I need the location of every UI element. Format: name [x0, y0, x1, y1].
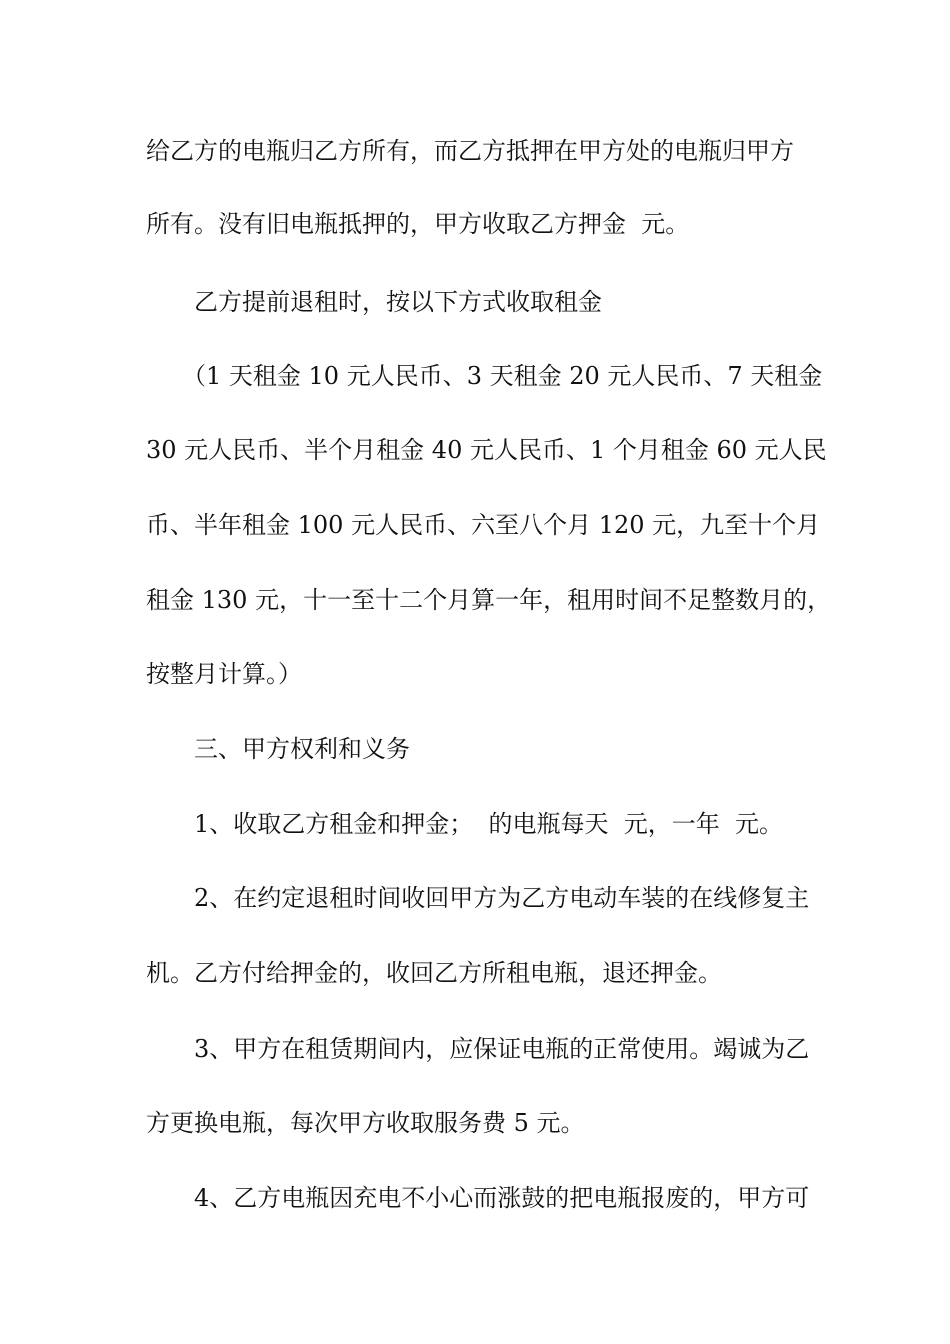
text-line-3: 乙方提前退租时，按以下方式收取租金: [194, 288, 602, 316]
text-line-7: 租金 130 元，十一至十二个月算一年，租用时间不足整数月的，: [146, 586, 832, 614]
text-line-13: 3、甲方在租赁期间内，应保证电瓶的正常使用。竭诚为乙: [194, 1035, 810, 1063]
text-line-6: 币、半年租金 100 元人民币、六至八个月 120 元，九至十个月: [146, 511, 821, 539]
text-line-11: 2、在约定退租时间收回甲方为乙方电动车装的在线修复主: [194, 884, 810, 912]
text-line-4: （1 天租金 10 元人民币、3 天租金 20 元人民币、7 天租金: [182, 362, 823, 390]
text-line-10: 1、收取乙方租金和押金； 的电瓶每天 元，一年 元。: [194, 810, 784, 838]
section-heading: 三、甲方权利和义务: [194, 735, 410, 763]
text-line-1: 给乙方的电瓶归乙方所有，而乙方抵押在甲方处的电瓶归甲方: [146, 137, 794, 165]
text-line-8: 按整月计算。）: [146, 660, 302, 688]
text-line-12: 机。乙方付给押金的，收回乙方所租电瓶，退还押金。: [146, 959, 722, 987]
text-line-2: 所有。没有旧电瓶抵押的，甲方收取乙方押金 元。: [146, 210, 690, 238]
text-line-5: 30 元人民币、半个月租金 40 元人民币、1 个月租金 60 元人民: [146, 436, 827, 464]
text-line-15: 4、乙方电瓶因充电不小心而涨鼓的把电瓶报废的，甲方可: [194, 1184, 810, 1212]
text-line-14: 方更换电瓶，每次甲方收取服务费 5 元。: [146, 1109, 585, 1137]
